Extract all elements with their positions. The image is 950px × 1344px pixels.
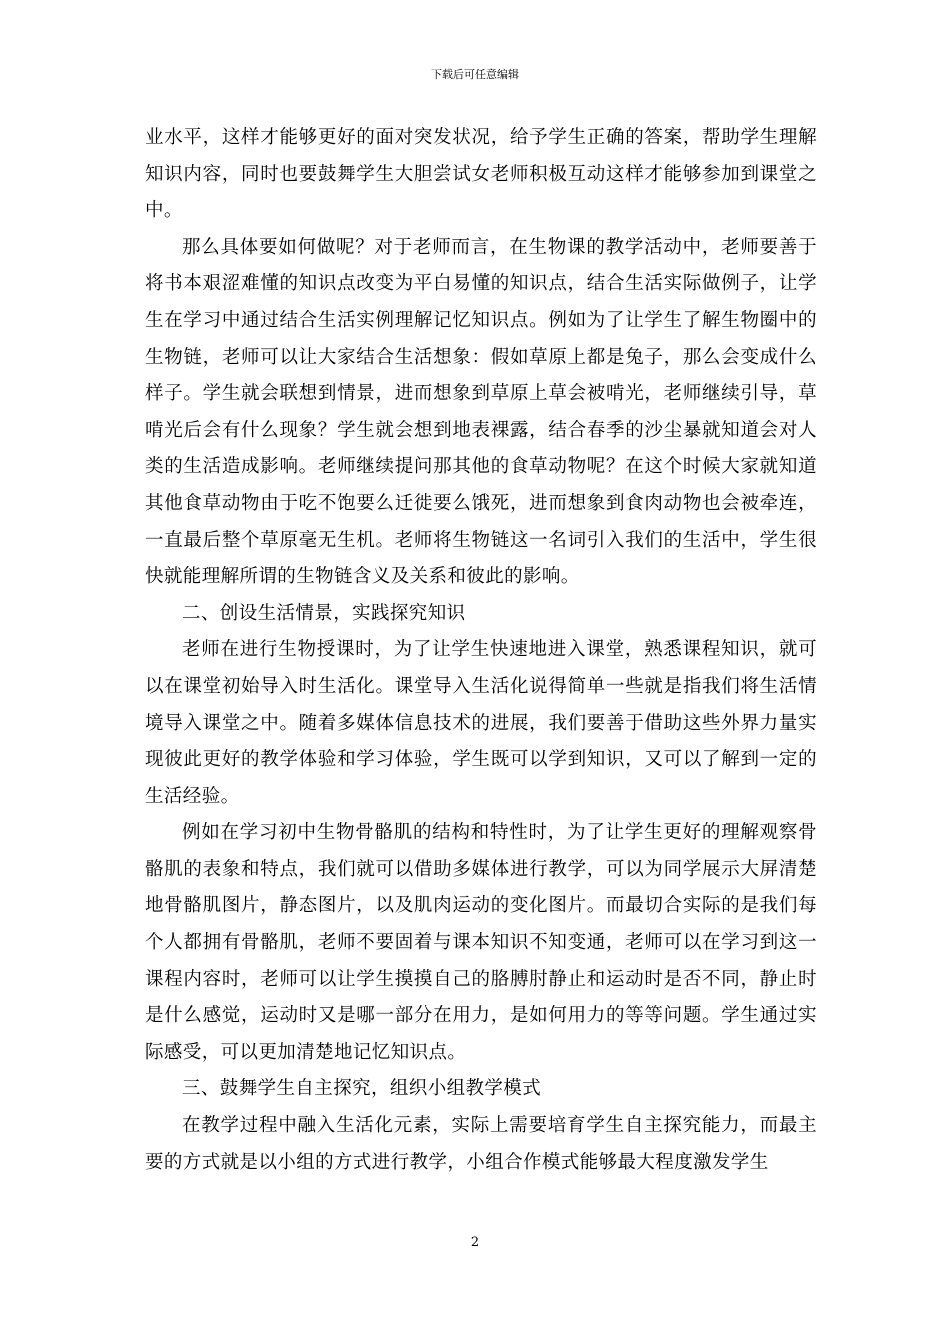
paragraph-group-learning: 在教学过程中融入生活化元素，实际上需要培育学生自主探究能力，而最主要的方式就是以小组的方式进行教学，小组合作模式能够最大程度激发学生 [145, 1115, 817, 1173]
section-heading-2: 二、创设生活情景，实践探究知识 [182, 602, 466, 624]
page-header: 下载后可任意编辑 [431, 68, 519, 81]
paragraph-life-context: 老师在进行生物授课时，为了让学生快速地进入课堂，熟悉课程知识，就可以在课堂初始导入时生活化。课堂导入生活化说得简单一些就是指我们将生活情境导入课堂之中。随着多媒体信息技术的进展，我们要善于借助这些外界力量实现彼此更好的教学体验和学习体验，学生既可以学到知识，又可以了解到一定的生活经验。 [145, 639, 817, 807]
paragraph-skeletal-muscle: 例如在学习初中生物骨骼肌的结构和特性时，为了让学生更好的理解观察骨骼肌的表象和特点，我们就可以借助多媒体进行教学，可以为同学展示大屏清楚地骨骼肌图片，静态图片，以及肌肉运动的变化图片。而最切合实际的是我们每个人都拥有骨骼肌，老师不要固着与课本知识不知变通，老师可以在学习到这一课程内容时，老师可以让学生摸摸自己的胳膊肘静止和运动时是否不同，静止时是什么感觉，运动时又是哪一部分在用力，是如何用力的等等问题。学生通过实际感受，可以更加清楚地记忆知识点。 [145, 822, 817, 1063]
document-body [145, 120, 817, 1181]
section-heading-3: 三、鼓舞学生自主探究，组织小组教学模式 [182, 1078, 542, 1100]
paragraph-continuation: 业水平，这样才能够更好的面对突发状况，给予学生正确的答案，帮助学生理解知识内容，同时也要鼓舞学生大胆尝试女老师积极互动这样才能够参加到课堂之中。 [145, 127, 817, 222]
page-number: 2 [470, 1235, 480, 1250]
paragraph-method: 那么具体要如何做呢？对于老师而言，在生物课的教学活动中，老师要善于将书本艰涩难懂的知识点改变为平白易懂的知识点，结合生活实际做例子，让学生在学习中通过结合生活实例理解记忆知识点。例如为了让学生了解生物圈中的生物链，老师可以让大家结合生活想象：假如草原上都是兔子，那么会变成什么样子。学生就会联想到情景，进而想象到草原上草会被啃光，老师继续引导，草啃光后会有什么现象？学生就会想到地表裸露，结合春季的沙尘暴就知道会对人类的生活造成影响。老师继续提问那其他的食草动物呢？在这个时候大家就知道其他食草动物由于吃不饱要么迁徙要么饿死，进而想象到食肉动物也会被牵连，一直最后整个草原毫无生机。老师将生物链这一名词引入我们的生活中，学生很快就能理解所谓的生物链含义及关系和彼此的影响。 [145, 236, 817, 588]
